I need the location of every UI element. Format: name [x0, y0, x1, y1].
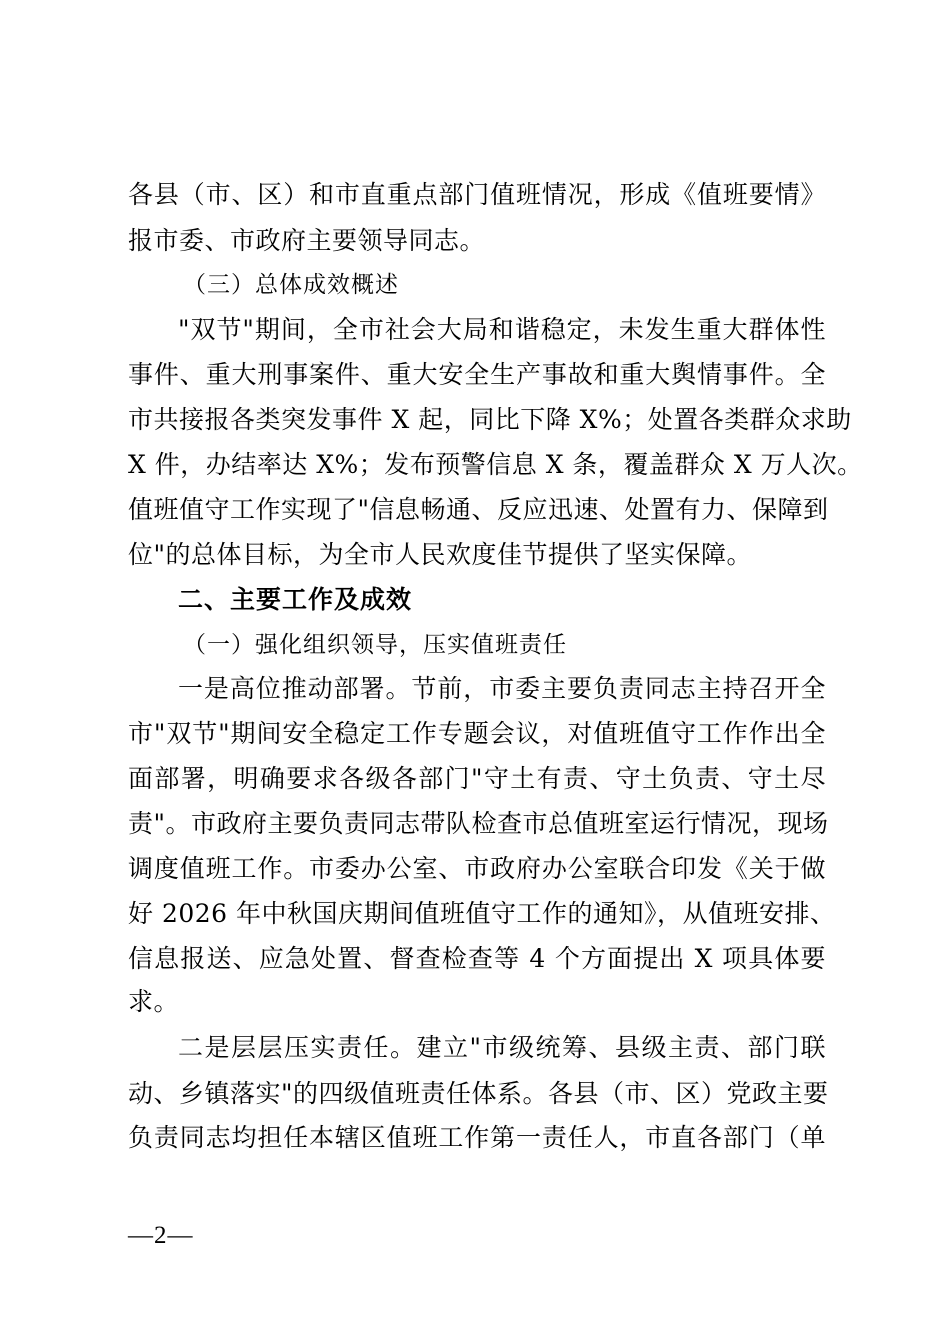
- chapter-heading: 二、主要工作及成效: [178, 585, 413, 614]
- text-line: 市共接报各类突发事件 X 起，同比下降 X%；处置各类群众求助: [128, 405, 852, 434]
- text-line: 位"的总体目标，为全市人民欢度佳节提供了坚实保障。: [128, 540, 753, 569]
- section-heading: （一）强化组织领导，压实值班责任: [183, 632, 567, 658]
- text-line: 值班值守工作实现了"信息畅通、反应迅速、处置有力、保障到: [128, 495, 829, 524]
- text-line: 动、乡镇落实"的四级值班责任体系。各县（市、区）党政主要: [128, 1079, 829, 1108]
- text-line: 调度值班工作。市委办公室、市政府办公室联合印发《关于做: [128, 854, 826, 883]
- text-line: 市"双节"期间安全稳定工作专题会议，对值班值守工作作出全: [128, 719, 826, 748]
- text-line: "双节"期间，全市社会大局和谐稳定，未发生重大群体性: [178, 315, 826, 344]
- text-line: 一是高位推动部署。节前，市委主要负责同志主持召开全: [178, 674, 826, 703]
- text-line: 责"。市政府主要负责同志带队检查市总值班室运行情况，现场: [128, 809, 829, 838]
- text-line: 负责同志均担任本辖区值班工作第一责任人，市直各部门（单: [128, 1123, 826, 1152]
- text-line: 二是层层压实责任。建立"市级统筹、县级主责、部门联: [178, 1033, 826, 1062]
- text-line: 各县（市、区）和市直重点部门值班情况，形成《值班要情》: [128, 180, 826, 209]
- page-number: —2—: [128, 1222, 194, 1249]
- text-line: 报市委、市政府主要领导同志。: [128, 226, 486, 255]
- text-line: 面部署，明确要求各级各部门"守土有责、守土负责、守土尽: [128, 764, 826, 793]
- text-line: 信息报送、应急处置、督查检查等 4 个方面提出 X 项具体要: [128, 944, 826, 973]
- text-line: 好 2026 年中秋国庆期间值班值守工作的通知》，从值班安排、: [128, 899, 836, 928]
- text-line: 事件、重大刑事案件、重大安全生产事故和重大舆情事件。全: [128, 360, 826, 389]
- section-heading: （三）总体成效概述: [183, 272, 399, 298]
- text-line: 求。: [128, 987, 180, 1016]
- text-line: X 件，办结率达 X%；发布预警信息 X 条，覆盖群众 X 万人次。: [128, 450, 863, 479]
